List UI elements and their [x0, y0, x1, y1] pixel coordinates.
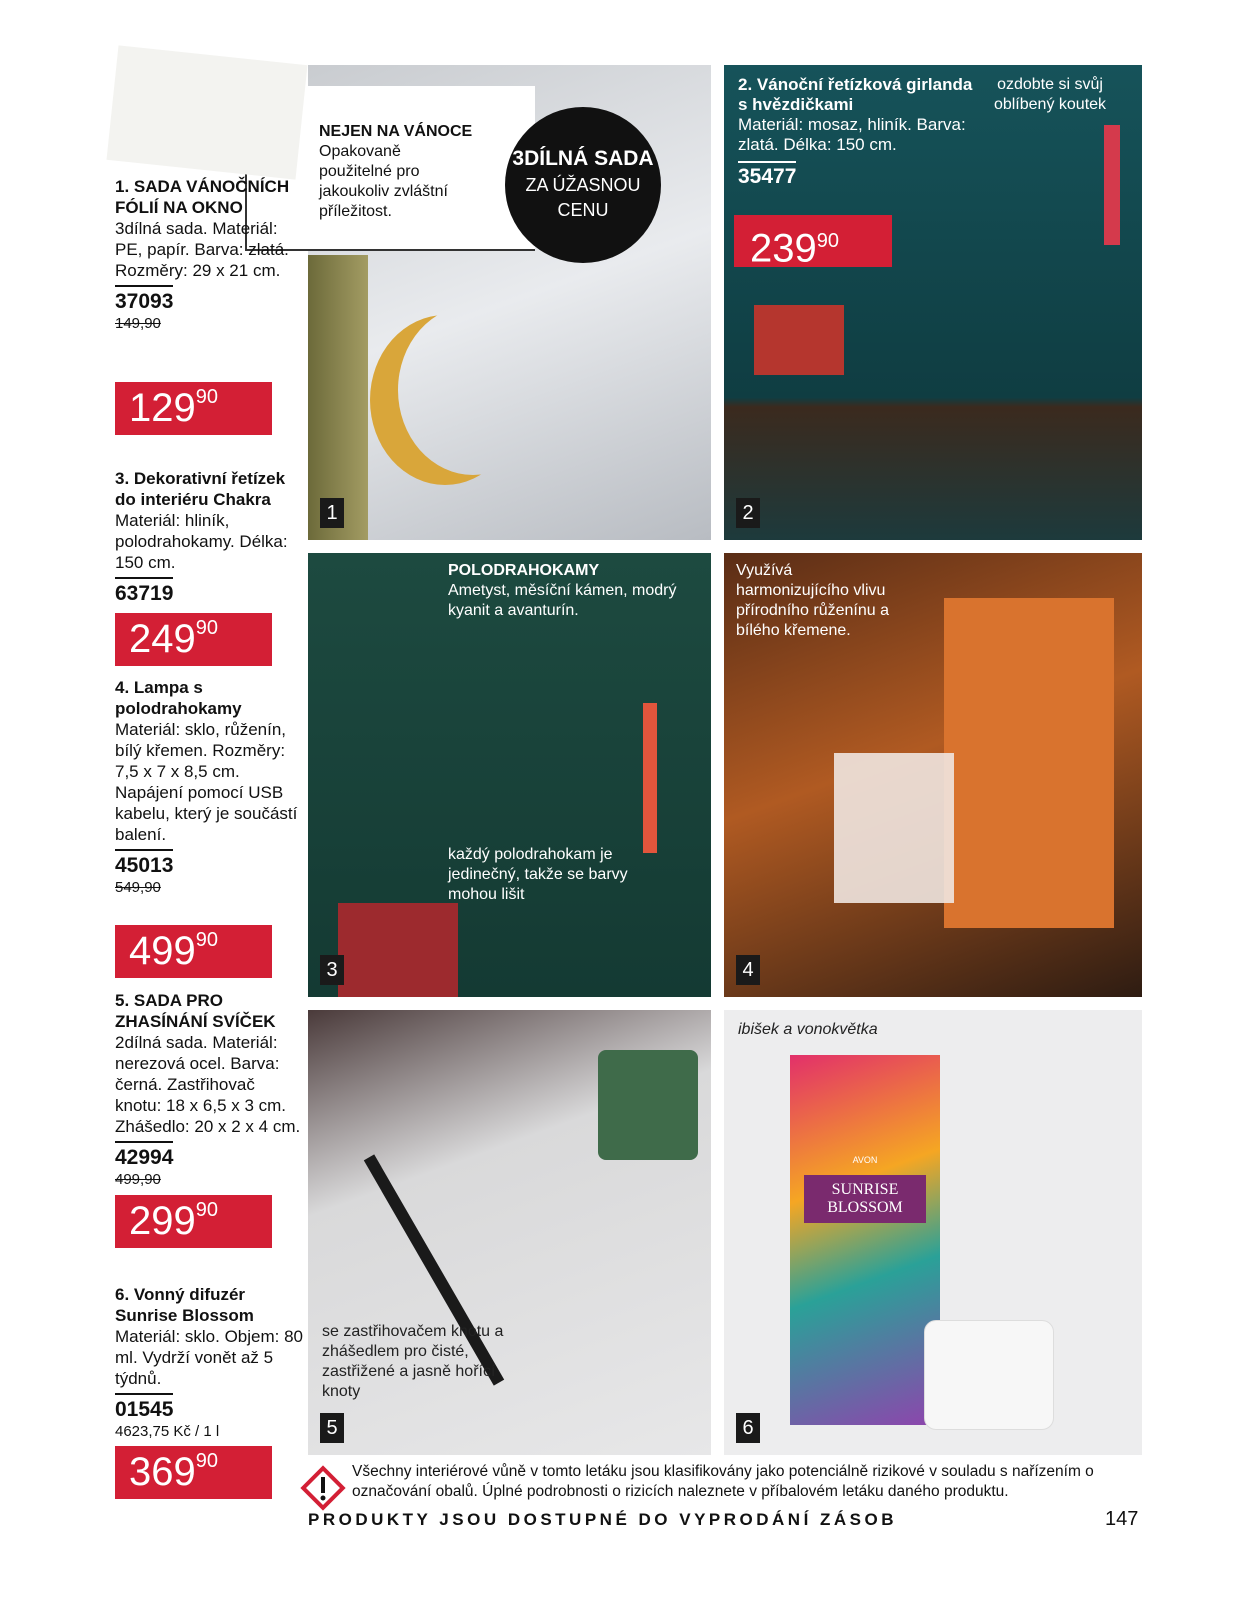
- red-candle: [1104, 125, 1120, 245]
- panel-number: 5: [320, 1413, 344, 1443]
- price-cents: 90: [195, 929, 218, 951]
- price-cents: 90: [816, 230, 839, 252]
- panel-number: 3: [320, 955, 344, 985]
- price-main: 129: [129, 386, 196, 430]
- gemstone-note: každý polodrahokam je jedinečný, takže se barvy mohou lišit: [448, 846, 628, 903]
- price-main: 239: [750, 226, 817, 271]
- product-code: 01545: [115, 1393, 173, 1420]
- crystal-lamp: [834, 753, 954, 903]
- panel-number: 1: [320, 498, 344, 528]
- price-tag: [115, 1446, 272, 1499]
- price-cents: 90: [195, 386, 218, 408]
- product-code: 45013: [115, 849, 173, 876]
- price-tag: [115, 1195, 272, 1248]
- hazard-warning: Všechny interiérové vůně v tomto letáku jsou klasifikovány jako potenciálně rizikové v souladu s nařízením o označování obalů. Úplné podrobnosti o rizicích naleznete v příbalovém letáku daného produktu.: [352, 1463, 1094, 1500]
- unit-price: 4623,75 Kč / 1 l: [115, 1423, 220, 1440]
- price-tag: [115, 613, 272, 666]
- price-tag: [734, 215, 892, 271]
- photo-gemstone-lamp: [724, 553, 1142, 997]
- set-badge: [505, 107, 661, 263]
- badge-line1: 3DÍLNÁ SADA: [512, 147, 654, 170]
- price-tag: [115, 382, 272, 435]
- product-desc: Materiál: sklo. Objem: 80 ml. Vydrží vonět až 5 týdnů.: [115, 1327, 304, 1388]
- product-code: 63719: [115, 577, 173, 604]
- foils-thumbnail: [107, 45, 308, 179]
- product-3: [115, 468, 305, 605]
- badge-line2: ZA ÚŽASNOU: [525, 175, 641, 195]
- old-price: 149,90: [115, 315, 161, 332]
- orange-candle: [643, 703, 657, 853]
- product-4: [115, 677, 305, 898]
- green-candle: [598, 1050, 698, 1160]
- product-1: [115, 176, 305, 334]
- old-price: 499,90: [115, 1171, 161, 1188]
- price-main: 249: [129, 617, 196, 661]
- gift-box: [338, 903, 458, 997]
- callout-text: Opakovaně použitelné pro jakoukoliv zvláštní příležitost.: [319, 143, 448, 220]
- photo-diffuser: [724, 1010, 1142, 1455]
- diffuser-bottle: [924, 1320, 1054, 1430]
- photo-star-garland: [724, 65, 1142, 540]
- price-cents: 90: [195, 1199, 218, 1221]
- gemstones-text: Ametyst, měsíční kámen, modrý kyanit a avanturín.: [448, 582, 677, 619]
- panel-number: 2: [736, 498, 760, 528]
- garland-note: ozdobte si svůj oblíbený koutek: [993, 76, 1107, 113]
- panel-number: 6: [736, 1413, 760, 1443]
- gift-box: [754, 305, 844, 375]
- photo-snuffer-set: [308, 1010, 711, 1455]
- product-desc: 3dílná sada. Materiál: PE, papír. Barva: zlatá. Rozměry: 29 x 21 cm.: [115, 219, 289, 280]
- price-cents: 90: [195, 1450, 218, 1472]
- snuffer-note: se zastřihovačem knotu a zhášedlem pro čisté, zastřižené a jasně hořící knoty: [322, 1323, 504, 1400]
- product-6: [115, 1284, 305, 1442]
- lamp-box: [944, 598, 1114, 928]
- product-5: [115, 990, 305, 1190]
- product-desc: 2dílná sada. Materiál: nerezová ocel. Barva: černá. Zastřihovač knotu: 18 x 6,5 x 3 cm. Zhášedlo: 20 x 2 x 4 cm.: [115, 1033, 301, 1136]
- badge-line3: CENU: [557, 200, 609, 220]
- product-title: 4. Lampa s polodrahokamy: [115, 678, 242, 718]
- product-title: 5. SADA PRO ZHASÍNÁNÍ SVÍČEK: [115, 991, 276, 1031]
- callout-title: NEJEN NA VÁNOCE: [319, 123, 473, 140]
- price-main: 299: [129, 1199, 196, 1243]
- box-label: SUNRISE BLOSSOM: [804, 1175, 926, 1223]
- product-2-title: 2. Vánoční řetízková girlanda s hvězdičkami: [738, 75, 973, 114]
- panel-number: 4: [736, 955, 760, 985]
- hazard-icon: [300, 1465, 346, 1511]
- product-title: 1. SADA VÁNOČNÍCH FÓLIÍ NA OKNO: [115, 177, 290, 217]
- diffuser-box: [790, 1055, 940, 1425]
- price-main: 369: [129, 1450, 196, 1494]
- price-main: 499: [129, 929, 196, 973]
- gemstones-title: POLODRAHOKAMY: [448, 562, 600, 579]
- price-tag: [115, 925, 272, 978]
- product-desc: Materiál: sklo, růženín, bílý křemen. Rozměry: 7,5 x 7 x 8,5 cm. Napájení pomocí USB kabelu, který je součástí balení.: [115, 720, 298, 844]
- product-code: 37093: [115, 285, 173, 312]
- product-2-desc: Materiál: mosaz, hliník. Barva: zlatá. Délka: 150 cm.: [738, 115, 966, 154]
- moon-decoration: [398, 305, 548, 475]
- product-2-code: 35477: [738, 161, 796, 187]
- photo-chakra-chain: [308, 553, 711, 997]
- footer-availability: PRODUKTY JSOU DOSTUPNÉ DO VYPRODÁNÍ ZÁSOB: [308, 1510, 898, 1529]
- scent-note: ibišek a vonokvětka: [738, 1021, 878, 1038]
- brand-logo: AVON: [852, 1155, 878, 1165]
- product-code: 42994: [115, 1141, 173, 1168]
- lamp-note: Využívá harmonizujícího vlivu přírodního růženínu a bílého křemene.: [736, 562, 889, 639]
- page-number: 147: [1105, 1508, 1139, 1530]
- product-desc: Materiál: hliník, polodrahokamy. Délka: 150 cm.: [115, 511, 288, 572]
- old-price: 549,90: [115, 879, 161, 896]
- product-title: 3. Dekorativní řetízek do interiéru Chakra: [115, 469, 286, 509]
- price-cents: 90: [195, 617, 218, 639]
- product-title: 6. Vonný difuzér Sunrise Blossom: [115, 1285, 254, 1325]
